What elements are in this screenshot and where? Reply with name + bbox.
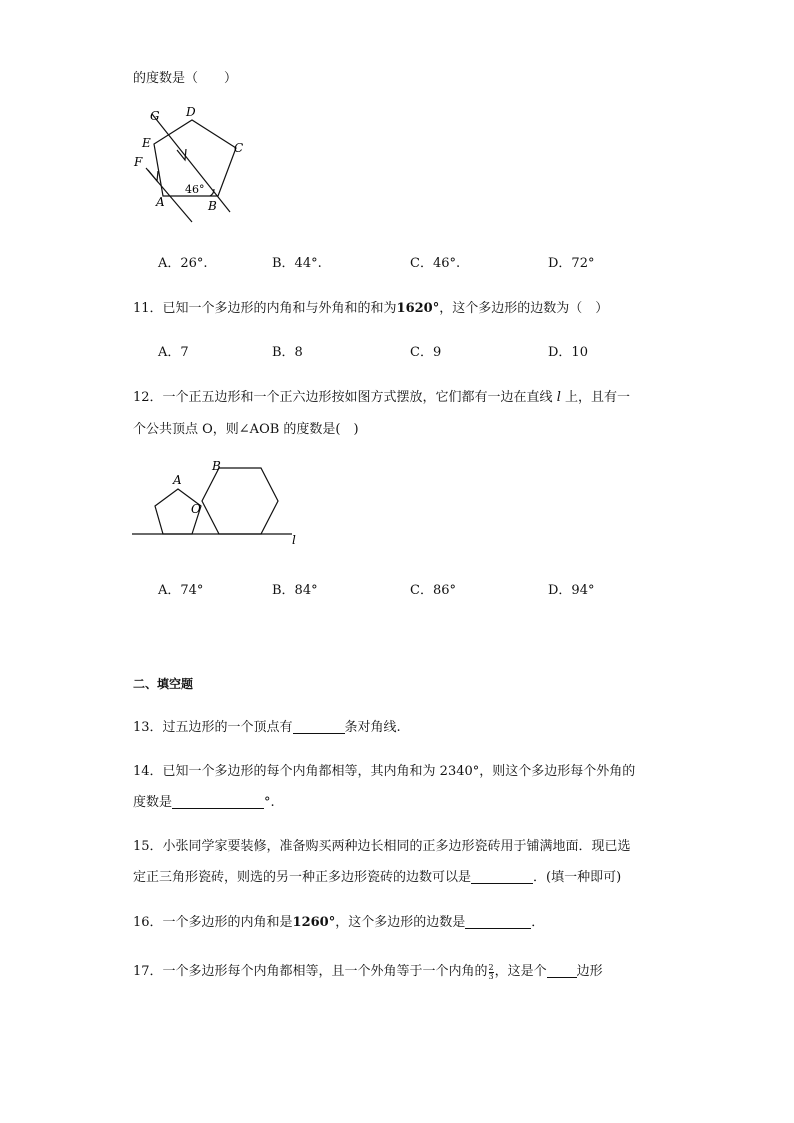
q14-answer-blank[interactable] xyxy=(172,794,264,809)
q14-stem-line2 xyxy=(133,791,275,810)
q12-label-l: l xyxy=(292,533,296,547)
q17-frac-num: 2 xyxy=(488,963,494,972)
q10-option-a[interactable]: A．26°. xyxy=(158,256,208,271)
q11-value: 1620° xyxy=(396,301,440,316)
q16-stem xyxy=(133,911,544,930)
q13-text-b: 条对角线. xyxy=(344,720,401,735)
q13-answer-blank[interactable] xyxy=(293,719,345,734)
q10-stem-tail: 的度数是（ ） xyxy=(133,71,238,86)
q12-stem-line1 xyxy=(133,386,630,405)
q17-frac-den: 3 xyxy=(488,972,494,981)
q14-stem-line1: 14．已知一个多边形的每个内角都相等，其内角和为 2340°，则这个多边形每个外角的 xyxy=(133,764,636,779)
q10-label-a: A xyxy=(156,195,165,209)
q13-text-a: 13．过五边形的一个顶点有 xyxy=(133,720,293,735)
q17-text-b: ，这是个 xyxy=(494,964,547,979)
q11-text-a: 11．已知一个多边形的内角和与外角和的和为 xyxy=(133,301,397,316)
q14-text-a: 度数是 xyxy=(133,795,173,810)
q12-stem-line2: 个公共顶点 O，则∠AOB 的度数是( ) xyxy=(133,422,359,437)
q10-option-b[interactable]: B．44°. xyxy=(272,256,322,271)
q10-label-f: F xyxy=(134,155,143,169)
q16-text-b: ，这个多边形的边数是 xyxy=(335,915,466,930)
q13-stem xyxy=(133,716,401,735)
q11-option-d[interactable]: D．10 xyxy=(548,345,588,360)
q11-option-a[interactable]: A．7 xyxy=(158,345,189,360)
q14-text-b: °. xyxy=(264,795,275,810)
q17-stem xyxy=(133,960,603,981)
q11-text-b: ，这个多边形的边数为（ ） xyxy=(439,301,609,316)
q12-var-l: l xyxy=(556,390,561,405)
q11-stem xyxy=(133,297,608,316)
q11-option-c[interactable]: C．9 xyxy=(410,345,442,360)
q12-text-a: 12．一个正五边形和一个正六边形按如图方式摆放，它们都有一边在直线 xyxy=(133,390,553,405)
q10-label-angle: 46° xyxy=(185,183,205,196)
q17-answer-blank[interactable] xyxy=(547,963,577,978)
q15-text-b: ．(填一种即可) xyxy=(533,870,622,885)
q12-option-d[interactable]: D．94° xyxy=(548,583,595,598)
q10-figure xyxy=(130,100,260,225)
q12-option-c[interactable]: C．86° xyxy=(410,583,456,598)
q12-figure xyxy=(130,456,310,548)
q10-label-d: D xyxy=(186,105,196,119)
q10-label-e: E xyxy=(142,136,151,150)
q12-label-b: B xyxy=(212,459,221,473)
q16-text-c: ． xyxy=(531,915,545,930)
q17-text-a: 17．一个多边形每个内角都相等，且一个外角等于一个内角的 xyxy=(133,964,488,979)
q15-stem-line2 xyxy=(133,866,621,885)
q16-answer-blank[interactable] xyxy=(465,914,531,929)
q16-value: 1260° xyxy=(292,915,336,930)
q10-label-g: G xyxy=(150,109,160,123)
q17-text-c: 边形 xyxy=(576,964,603,979)
q10-arrow-2 xyxy=(148,170,158,181)
q10-option-c[interactable]: C．46°. xyxy=(410,256,461,271)
q12-text-b: 上，且有一 xyxy=(565,390,631,405)
q12-label-o: O xyxy=(191,502,201,516)
q15-answer-blank[interactable] xyxy=(471,869,533,884)
q10-label-b: B xyxy=(208,199,217,213)
q15-text-a: 定正三角形瓷砖，则选的另一种正多边形瓷砖的边数可以是 xyxy=(133,870,472,885)
q10-label-c: C xyxy=(234,141,244,155)
q12-option-b[interactable]: B．84° xyxy=(272,583,318,598)
q12-option-a[interactable]: A．74° xyxy=(158,583,204,598)
q17-fraction xyxy=(489,964,494,981)
q12-label-a: A xyxy=(173,473,182,487)
q11-option-b[interactable]: B．8 xyxy=(272,345,303,360)
section-title: 二、填空题 xyxy=(133,677,194,691)
q15-stem-line1: 15．小张同学家要装修，准备购买两种边长相同的正多边形瓷砖用于铺满地面．现已选 xyxy=(133,839,631,854)
q10-option-d[interactable]: D．72° xyxy=(548,256,595,271)
q12-hexagon xyxy=(202,468,278,534)
q16-text-a: 16．一个多边形的内角和是 xyxy=(133,915,293,930)
